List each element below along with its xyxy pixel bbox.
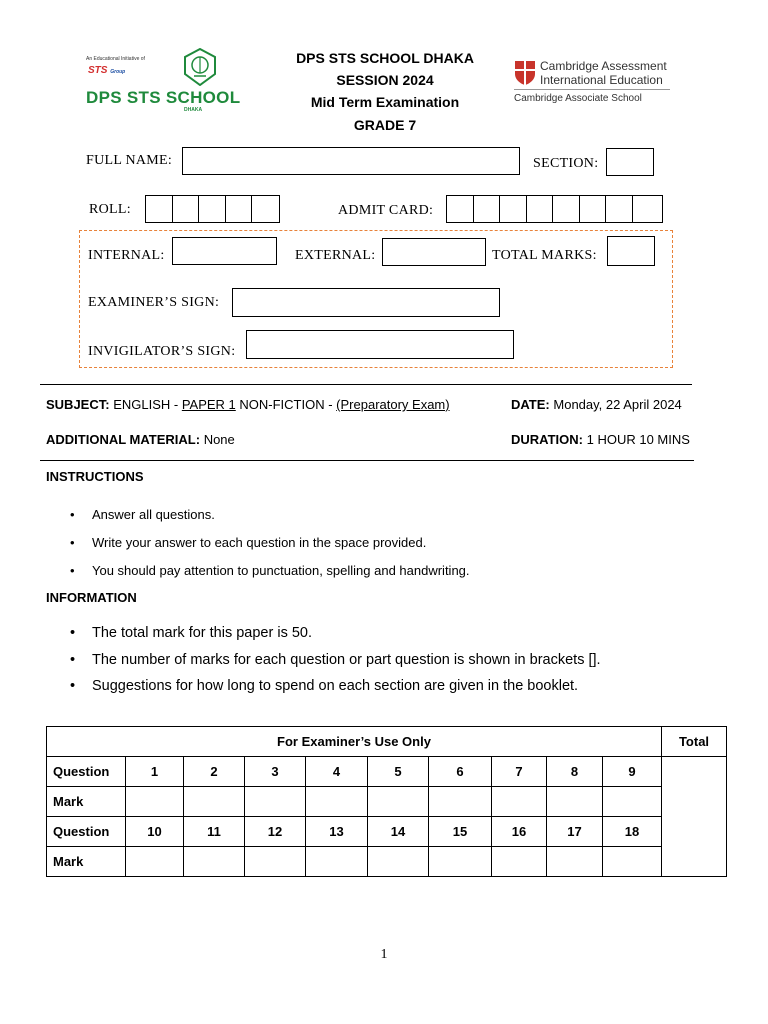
duration-value: 1 HOUR 10 MINS <box>586 432 690 447</box>
mark-cell[interactable] <box>306 847 368 877</box>
total-header: Total <box>662 727 727 757</box>
table-row <box>47 817 727 847</box>
question-number: 3 <box>245 757 306 787</box>
question-number: 5 <box>368 757 429 787</box>
table-row <box>47 847 727 877</box>
duration-line <box>511 432 690 447</box>
list-item: • The total mark for this paper is 50. <box>46 620 601 647</box>
examiner-table <box>46 726 727 877</box>
mark-cell[interactable] <box>492 787 547 817</box>
subject-label: SUBJECT: <box>46 397 110 412</box>
cambridge-line1: Cambridge Assessment <box>540 59 667 73</box>
divider-bottom <box>40 460 694 461</box>
examiner-sign-field[interactable] <box>232 288 500 317</box>
material-label: ADDITIONAL MATERIAL: <box>46 432 201 447</box>
question-label: Question <box>47 817 126 847</box>
logo-divider <box>514 89 670 90</box>
sts-mark <box>88 65 125 76</box>
list-item: • Write your answer to each question in the space provided. <box>46 529 470 557</box>
mark-cell[interactable] <box>245 787 306 817</box>
question-number: 7 <box>492 757 547 787</box>
list-item: • Answer all questions. <box>46 501 470 529</box>
question-number: 14 <box>368 817 429 847</box>
question-number: 16 <box>492 817 547 847</box>
question-number: 2 <box>184 757 245 787</box>
mark-label: Mark <box>47 787 126 817</box>
subject-part1: ENGLISH - <box>113 397 182 412</box>
date-line <box>511 397 682 412</box>
date-value: Monday, 22 April 2024 <box>553 397 682 412</box>
subject-paper: PAPER 1 <box>181 397 236 412</box>
table-row <box>47 757 727 787</box>
question-number: 13 <box>306 817 368 847</box>
school-crest-icon <box>182 48 218 86</box>
question-number: 12 <box>245 817 306 847</box>
full-name-field[interactable] <box>182 147 520 175</box>
information-list <box>46 620 601 700</box>
subject-part2: NON-FICTION - <box>235 397 337 412</box>
mark-cell[interactable] <box>492 847 547 877</box>
examiner-table-title: For Examiner’s Use Only <box>47 727 662 757</box>
mark-cell[interactable] <box>245 847 306 877</box>
mark-cell[interactable] <box>306 787 368 817</box>
mark-cell[interactable] <box>429 847 492 877</box>
mark-cell[interactable] <box>368 847 429 877</box>
admit-card-field[interactable] <box>446 195 663 223</box>
mark-cell[interactable] <box>184 847 245 877</box>
list-item: • Suggestions for how long to spend on each section are given in the booklet. <box>46 673 601 700</box>
invigilator-sign-label: INVIGILATOR’S SIGN: <box>88 344 236 359</box>
material-value: None <box>203 432 235 447</box>
admit-card-label: ADMIT CARD: <box>338 203 434 218</box>
logo-tagline: An Educational Initiative of <box>86 56 145 62</box>
list-item: • You should pay attention to punctuation, spelling and handwriting. <box>46 557 470 585</box>
grade: GRADE 7 <box>353 117 417 133</box>
section-field[interactable] <box>606 148 654 176</box>
mark-cell[interactable] <box>126 847 184 877</box>
question-number: 15 <box>429 817 492 847</box>
mark-cell[interactable] <box>368 787 429 817</box>
internal-label: INTERNAL: <box>88 248 165 263</box>
mark-cell[interactable] <box>429 787 492 817</box>
question-number: 4 <box>306 757 368 787</box>
table-row <box>47 787 727 817</box>
mark-cell[interactable] <box>603 847 662 877</box>
question-number: 6 <box>429 757 492 787</box>
subject-line <box>46 397 450 412</box>
mark-cell[interactable] <box>603 787 662 817</box>
material-line <box>46 432 235 447</box>
divider-top <box>40 384 692 385</box>
roll-field[interactable] <box>145 195 280 223</box>
mark-cell[interactable] <box>126 787 184 817</box>
school-logo-sub: DHAKA <box>184 107 203 113</box>
question-number: 9 <box>603 757 662 787</box>
question-number: 8 <box>547 757 603 787</box>
full-name-label: FULL NAME: <box>86 153 173 168</box>
instructions-list <box>46 501 470 585</box>
question-label: Question <box>47 757 126 787</box>
external-label: EXTERNAL: <box>295 248 376 263</box>
dps-sts-logo <box>86 48 241 114</box>
subject-exam: (Preparatory Exam) <box>336 397 450 412</box>
mark-cell[interactable] <box>547 847 603 877</box>
duration-label: DURATION: <box>511 432 583 447</box>
school-name: DPS STS SCHOOL DHAKA <box>296 50 474 66</box>
question-number: 17 <box>547 817 603 847</box>
sts-mark-sub: Group <box>110 69 126 75</box>
list-item: • The number of marks for each question or part question is shown in brackets []. <box>46 647 601 674</box>
page-number: 1 <box>380 947 388 962</box>
question-number: 18 <box>603 817 662 847</box>
examiner-sign-label: EXAMINER’S SIGN: <box>88 295 220 310</box>
date-label: DATE: <box>511 397 550 412</box>
question-number: 10 <box>126 817 184 847</box>
session: SESSION 2024 <box>336 72 434 88</box>
school-logo-name: DPS STS SCHOOL <box>86 88 241 107</box>
cambridge-logo <box>514 58 684 110</box>
cambridge-line3: Cambridge Associate School <box>514 93 642 104</box>
question-number: 11 <box>184 817 245 847</box>
invigilator-sign-field[interactable] <box>246 330 514 359</box>
external-field[interactable] <box>382 238 486 266</box>
total-cell[interactable] <box>662 757 727 877</box>
sts-mark-text: STS <box>88 65 108 76</box>
mark-cell[interactable] <box>547 787 603 817</box>
exam-title: Mid Term Examination <box>310 94 460 110</box>
section-label: SECTION: <box>533 156 599 171</box>
question-number: 1 <box>126 757 184 787</box>
cambridge-shield-icon <box>514 60 536 86</box>
cambridge-line2: International Education <box>540 73 663 87</box>
information-heading: INFORMATION <box>46 590 137 605</box>
roll-label: ROLL: <box>89 202 131 217</box>
total-marks-label: TOTAL MARKS: <box>492 248 597 263</box>
mark-label: Mark <box>47 847 126 877</box>
internal-field[interactable] <box>172 237 277 265</box>
mark-cell[interactable] <box>184 787 245 817</box>
instructions-heading: INSTRUCTIONS <box>46 469 144 484</box>
total-marks-field[interactable] <box>607 236 655 266</box>
